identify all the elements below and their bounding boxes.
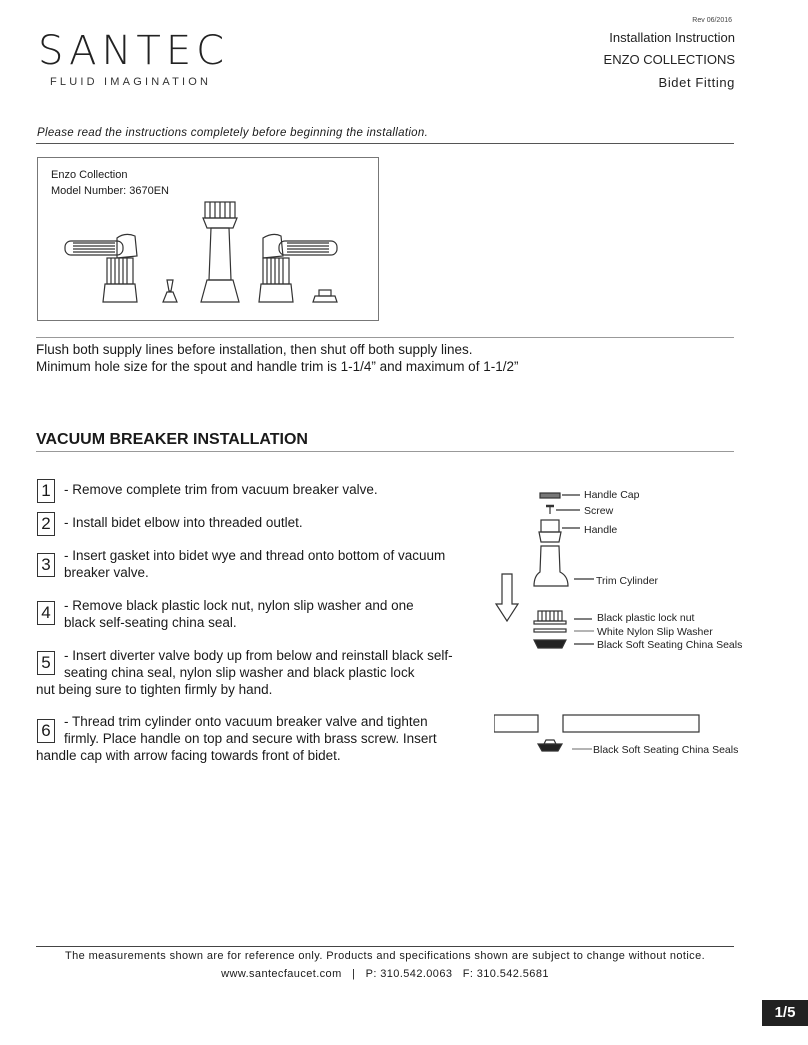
step-text: - Remove complete trim from vacuum breaker valve. [64, 482, 378, 497]
step-text-continued: nut being sure to tighten firmly by hand. [36, 682, 273, 697]
product-model: Model Number: 3670EN [51, 185, 170, 197]
part-label-slip-washer: White Nylon Slip Washer [597, 626, 713, 638]
step-number: 2 [37, 512, 55, 536]
note-hole-size: Minimum hole size for the spout and handle trim is 1-1/4” and maximum of 1-1/2” [36, 359, 519, 374]
step-text: - Insert diverter valve body up from below and reinstall black self-seating china seal, nylon slip washer and black plastic lock [64, 648, 453, 680]
divider [36, 451, 734, 452]
step-number: 5 [37, 651, 55, 675]
part-label-handle: Handle [584, 524, 618, 536]
page-number: 1/5 [762, 1000, 808, 1026]
part-label-trim-cylinder: Trim Cylinder [596, 575, 659, 587]
step-number: 4 [37, 601, 55, 625]
part-label-lock-nut: Black plastic lock nut [597, 612, 695, 624]
divider [36, 337, 734, 338]
product-title: Bidet Fitting [658, 75, 735, 90]
divider [36, 143, 734, 144]
step-text: - Thread trim cylinder onto vacuum breaker valve and tighten firmly. Place handle on top and secure with brass screw. Insert [64, 714, 437, 746]
step-text-continued: handle cap with arrow facing towards front of bidet. [36, 748, 341, 763]
step-text: - Insert gasket into bidet wye and thread onto bottom of vacuum breaker valve. [64, 548, 446, 580]
brand-tagline: FLUID IMAGINATION [50, 76, 212, 88]
part-label-screw: Screw [584, 505, 614, 517]
part-label-handle-cap: Handle Cap [584, 489, 640, 501]
step-number: 1 [37, 479, 55, 503]
footer-disclaimer: The measurements shown are for reference only. Products and specifications shown are subject to change without notice. [64, 950, 706, 962]
part-label-seal-upper: Black Soft Seating China Seals [597, 639, 743, 651]
step-number: 6 [37, 719, 55, 743]
revision-label: Rev 06/2016 [692, 17, 732, 24]
divider [36, 946, 734, 947]
note-flush: Flush both supply lines before installation, then shut off both supply lines. [36, 342, 473, 357]
part-label-seal-lower: Black Soft Seating China Seals [593, 744, 739, 756]
brand-logo: SANTEC [38, 28, 230, 74]
step-number: 3 [37, 553, 55, 577]
bidet-fitting-illustration [55, 196, 355, 308]
step-text: - Remove black plastic lock nut, nylon slip washer and one black self-seating china seal. [64, 598, 414, 630]
doc-type: Installation Instruction [609, 30, 735, 45]
collection-title: ENZO COLLECTIONS [603, 52, 735, 67]
footer-contact: www.santecfaucet.com | P: 310.542.0063 F: 310.542.5681 [221, 968, 549, 980]
product-collection: Enzo Collection [51, 169, 128, 181]
section-title: VACUUM BREAKER INSTALLATION [36, 431, 308, 448]
step-text: - Install bidet elbow into threaded outlet. [64, 515, 303, 530]
intro-text: Please read the instructions completely before beginning the installation. [37, 127, 429, 139]
